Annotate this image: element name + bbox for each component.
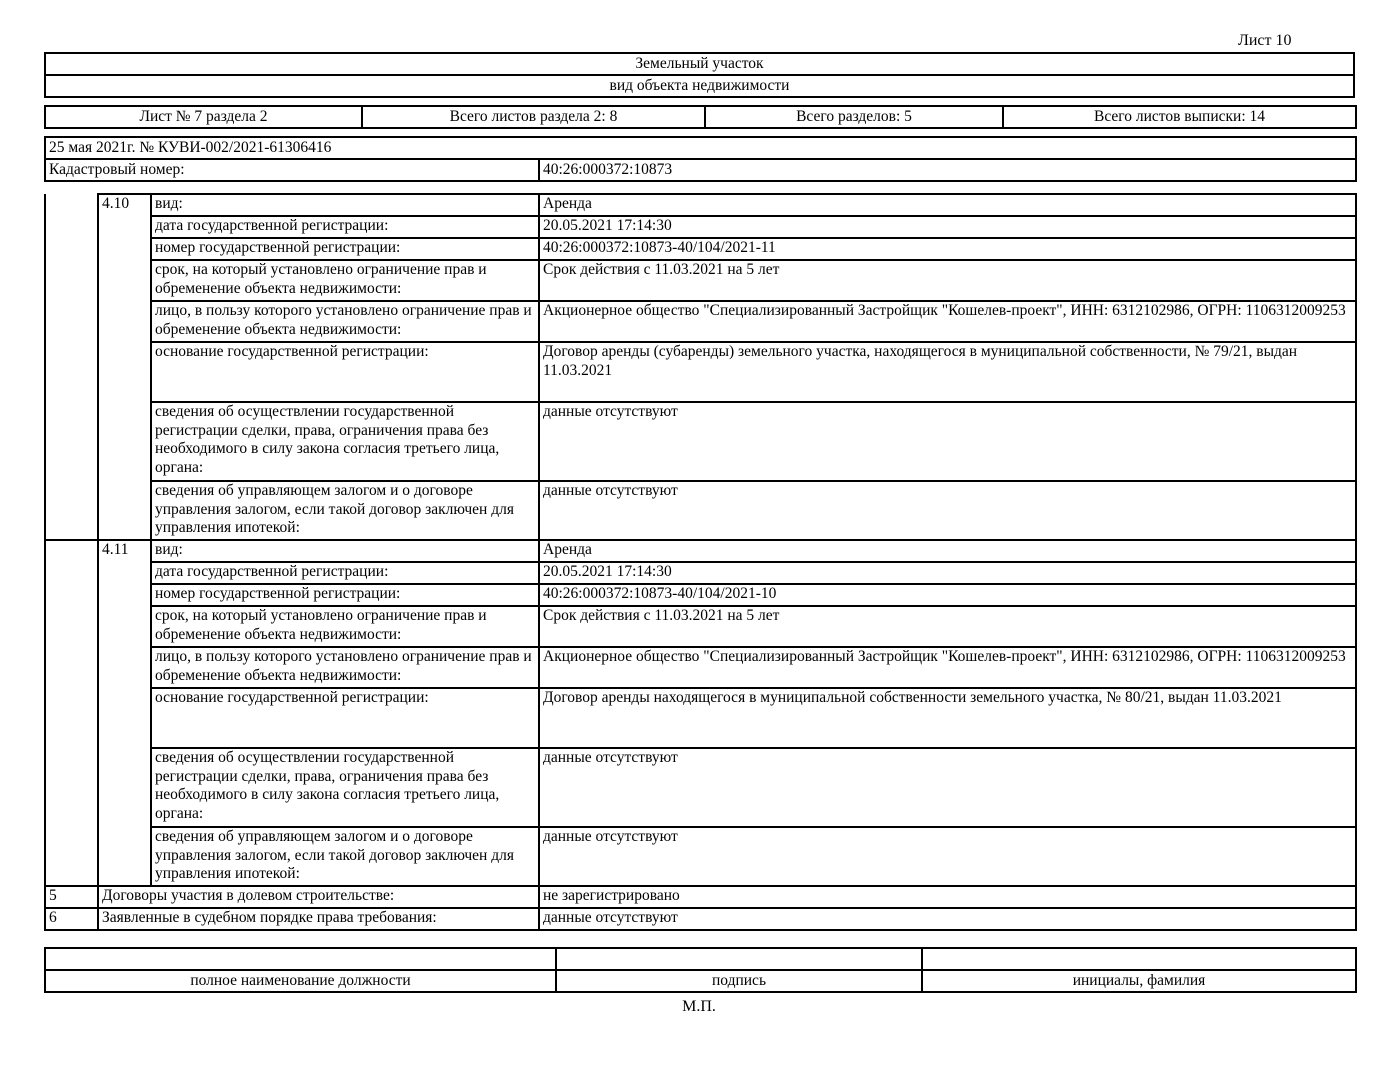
entry-label: срок, на который установлено ограничение прав и обременение объекта недвижимости: bbox=[151, 606, 539, 647]
entry-label: номер государственной регистрации: bbox=[151, 584, 539, 606]
total-sections: Всего разделов: 5 bbox=[705, 106, 1003, 128]
entry-value: Акционерное общество "Специализированный Застройщик "Кошелев-проект", ИНН: 6312102986, ОГРН: 1106312009253 bbox=[539, 301, 1356, 342]
entry-value: 40:26:000372:10873-40/104/2021-10 bbox=[539, 584, 1356, 606]
position-field bbox=[45, 948, 556, 970]
section-value: данные отсутствуют bbox=[539, 908, 1356, 930]
entry-value: данные отсутствуют bbox=[539, 748, 1356, 827]
entry-number: 4.11 bbox=[98, 540, 151, 886]
main-table bbox=[44, 193, 1357, 931]
entry-label: срок, на который установлено ограничение прав и обременение объекта недвижимости: bbox=[151, 260, 539, 301]
section-label: Заявленные в судебном порядке права требования: bbox=[98, 908, 539, 930]
entry-label: основание государственной регистрации: bbox=[151, 688, 539, 748]
entry-label: вид: bbox=[151, 540, 539, 562]
date-number: 25 мая 2021г. № КУВИ-002/2021-61306416 bbox=[45, 137, 1356, 159]
entry-label: сведения об управляющем залогом и о договоре управления залогом, если такой договор заключен для управления ипотекой: bbox=[151, 827, 539, 886]
entry-value: Договор аренды находящегося в муниципальной собственности земельного участка, № 80/21, выдан 11.03.2021 bbox=[539, 688, 1356, 748]
entry-label: лицо, в пользу которого установлено ограничение прав и обременение объекта недвижимости: bbox=[151, 301, 539, 342]
sheet-no: Лист № 7 раздела 2 bbox=[45, 106, 362, 128]
cadastral-label: Кадастровый номер: bbox=[45, 159, 539, 181]
entry-blank bbox=[45, 540, 98, 886]
section-label: Договоры участия в долевом строительстве: bbox=[98, 886, 539, 908]
entry-value: 20.05.2021 17:14:30 bbox=[539, 216, 1356, 238]
meta-table bbox=[44, 136, 1357, 182]
object-type-table bbox=[44, 52, 1355, 98]
total-extract-sheets: Всего листов выписки: 14 bbox=[1003, 106, 1356, 128]
entry-label: сведения об осуществлении государственной регистрации сделки, права, ограничения права без необходимого в силу закона согласия третьего лица, органа: bbox=[151, 402, 539, 481]
signature-table bbox=[44, 947, 1357, 993]
entry-value: данные отсутствуют bbox=[539, 827, 1356, 886]
signature-field bbox=[556, 948, 922, 970]
object-subtitle: вид объекта недвижимости bbox=[45, 75, 1354, 97]
summary-table bbox=[44, 105, 1357, 129]
entry-value: 20.05.2021 17:14:30 bbox=[539, 562, 1356, 584]
entry-label: вид: bbox=[151, 194, 539, 216]
entry-value: данные отсутствуют bbox=[539, 402, 1356, 481]
position-label: полное наименование должности bbox=[45, 970, 556, 992]
entry-value: Срок действия с 11.03.2021 на 5 лет bbox=[539, 606, 1356, 647]
entry-value: Срок действия с 11.03.2021 на 5 лет bbox=[539, 260, 1356, 301]
entry-label: сведения об управляющем залогом и о договоре управления залогом, если такой договор заключен для управления ипотекой: bbox=[151, 481, 539, 540]
entry-value: Аренда bbox=[539, 194, 1356, 216]
entry-label: лицо, в пользу которого установлено ограничение прав и обременение объекта недвижимости: bbox=[151, 647, 539, 688]
section-value: не зарегистрировано bbox=[539, 886, 1356, 908]
entry-value: Аренда bbox=[539, 540, 1356, 562]
object-title: Земельный участок bbox=[45, 53, 1354, 75]
section-number: 6 bbox=[45, 908, 98, 930]
entry-label: дата государственной регистрации: bbox=[151, 562, 539, 584]
entry-value: данные отсутствуют bbox=[539, 481, 1356, 540]
section-number: 5 bbox=[45, 886, 98, 908]
entry-label: сведения об осуществлении государственной регистрации сделки, права, ограничения права без необходимого в силу закона согласия третьего лица, органа: bbox=[151, 748, 539, 827]
entry-value: Договор аренды (субаренды) земельного участка, находящегося в муниципальной собственности, № 79/21, выдан 11.03.2021 bbox=[539, 342, 1356, 402]
entry-value: 40:26:000372:10873-40/104/2021-11 bbox=[539, 238, 1356, 260]
entry-number: 4.10 bbox=[98, 194, 151, 540]
signature-label: подпись bbox=[556, 970, 922, 992]
total-section-sheets: Всего листов раздела 2: 8 bbox=[362, 106, 705, 128]
entry-label: основание государственной регистрации: bbox=[151, 342, 539, 402]
name-label: инициалы, фамилия bbox=[922, 970, 1356, 992]
entry-value: Акционерное общество "Специализированный Застройщик "Кошелев-проект", ИНН: 6312102986, ОГРН: 1106312009253 bbox=[539, 647, 1356, 688]
stamp-label: М.П. bbox=[682, 998, 716, 1015]
entry-blank bbox=[45, 194, 98, 540]
entry-label: номер государственной регистрации: bbox=[151, 238, 539, 260]
sheet-number: Лист 10 bbox=[1238, 32, 1292, 49]
entry-label: дата государственной регистрации: bbox=[151, 216, 539, 238]
cadastral-value: 40:26:000372:10873 bbox=[539, 159, 1356, 181]
name-field bbox=[922, 948, 1356, 970]
